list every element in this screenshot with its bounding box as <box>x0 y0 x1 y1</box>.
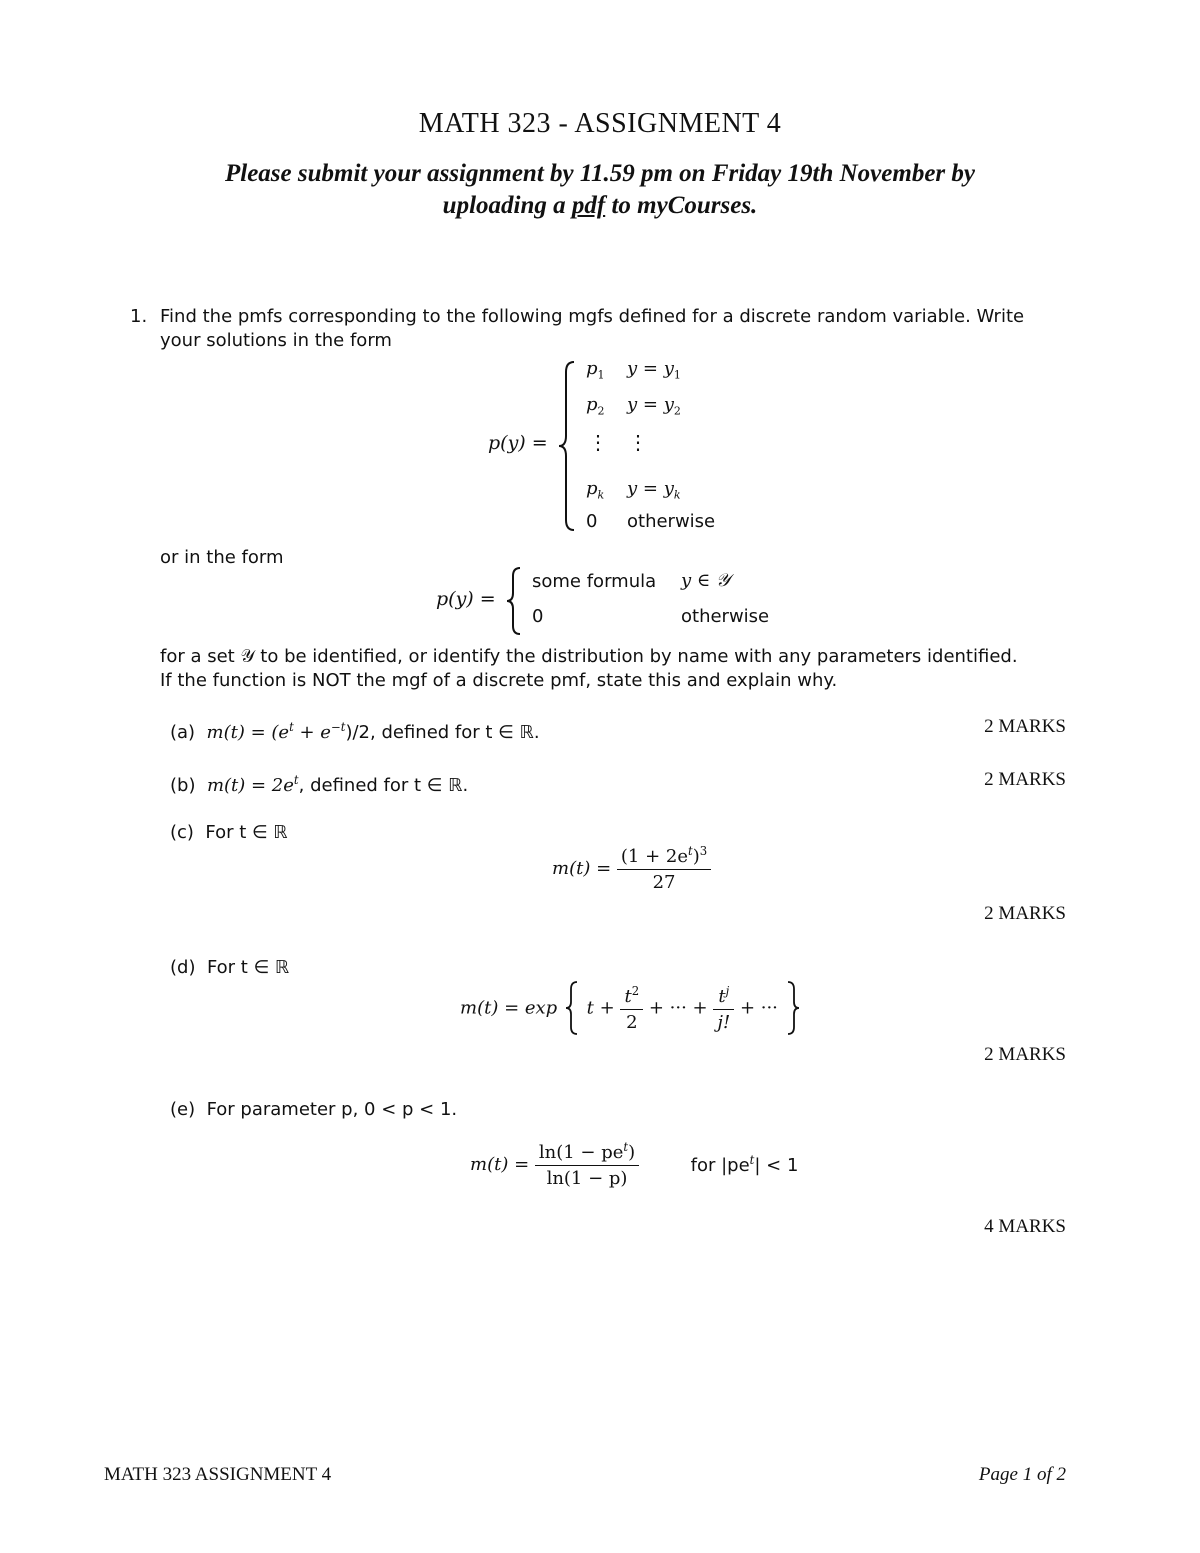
pk-sub: k <box>597 488 605 502</box>
after-line-2: If the function is NOT the mgf of a discrete pmf, state this and explain why. <box>160 670 838 691</box>
part-d-f1-num-sup: 2 <box>631 983 640 998</box>
pmf-vdots-1: ⋮ <box>588 430 608 454</box>
form2-otherwise: otherwise <box>681 606 770 627</box>
pmf-lhs-text: p(y) = <box>488 432 548 454</box>
part-e-den: ln(1 − p) <box>546 1168 628 1189</box>
pmf-zero: 0 <box>586 511 598 532</box>
part-c-marks: 2 MARKS <box>984 903 1066 924</box>
part-d-equation <box>460 980 802 1036</box>
condk-sub: k <box>673 488 681 502</box>
part-a-post: )/2, defined for t ∈ ℝ. <box>345 722 540 743</box>
cond2: y = y <box>627 394 674 415</box>
form2-brace <box>504 566 524 636</box>
part-d-f1-num <box>620 984 643 1010</box>
condk: y = y <box>627 478 674 499</box>
part-a-sup1: t <box>289 720 294 734</box>
p1-sub: 1 <box>597 368 605 382</box>
instructions-line-1: Please submit your assignment by 11.59 pm on Friday 19th November by <box>224 160 975 187</box>
part-a-marks: 2 MARKS <box>984 716 1066 737</box>
part-e-equation <box>470 1140 798 1189</box>
p2-sub: 2 <box>597 404 605 418</box>
part-d-f1-den: 2 <box>626 1011 638 1033</box>
question-intro <box>160 305 1080 353</box>
part-e-text: For parameter p, 0 < p < 1. <box>206 1099 458 1120</box>
part-b-sup: t <box>293 773 299 787</box>
part-d-frac2 <box>713 984 734 1033</box>
part-d-marks: 2 MARKS <box>984 1044 1066 1065</box>
after-line-1: for a set 𝒴 to be identified, or identify the distribution by name with any parameters identified. <box>160 646 1018 667</box>
part-d-f2-num-text: t <box>718 985 726 1007</box>
part-e-lhs: m(t) = <box>470 1154 530 1175</box>
part-d-right-brace <box>784 980 802 1036</box>
part-a-label: (a) <box>170 722 196 743</box>
part-a <box>170 715 540 745</box>
part-b <box>170 768 468 798</box>
part-a-math-mid: + e <box>293 722 331 743</box>
instructions-underlined: pdf <box>571 192 606 219</box>
part-a-sup2: −t <box>330 720 346 734</box>
part-d-tail: + ··· <box>739 997 778 1019</box>
cond1: y = y <box>627 358 674 379</box>
part-d-t1: t + <box>586 997 615 1019</box>
pk: p <box>586 478 598 499</box>
pmf-vdots-2: ⋮ <box>628 430 648 454</box>
part-e-cond-sup: t <box>749 1153 755 1167</box>
intro-line-1: Find the pmfs corresponding to the following mgfs defined for a discrete random variable. Write <box>160 306 1025 327</box>
pmf-row-1 <box>586 358 605 382</box>
part-c-fraction <box>617 844 711 893</box>
part-c <box>170 821 288 845</box>
cond2-sub: 2 <box>673 404 681 418</box>
part-b-marks: 2 MARKS <box>984 769 1066 790</box>
form2-zero: 0 <box>532 606 544 627</box>
instructions-post: to myCourses. <box>605 192 758 219</box>
form2-lhs-text: p(y) = <box>436 588 496 610</box>
part-c-num <box>617 844 711 870</box>
part-b-math-pre: m(t) = 2e <box>206 775 294 796</box>
part-c-num-text: (1 + 2e <box>620 846 688 867</box>
pmf-otherwise: otherwise <box>627 511 716 532</box>
pmf-row-k <box>586 478 604 502</box>
part-e-cond-post: | < 1 <box>754 1155 799 1176</box>
part-d-mid: + ··· + <box>648 997 708 1019</box>
pmf-brace <box>556 360 578 532</box>
part-e <box>170 1098 457 1122</box>
part-c-text: For t ∈ ℝ <box>205 822 288 843</box>
pmf-row-2 <box>586 394 605 418</box>
part-d-label: (d) <box>170 957 196 978</box>
p1: p <box>586 358 598 379</box>
part-c-num-close: ) <box>692 846 700 867</box>
part-e-num-close: ) <box>628 1142 636 1163</box>
part-b-post: , defined for t ∈ ℝ. <box>298 775 469 796</box>
part-b-label: (b) <box>170 775 196 796</box>
part-d-f1-num-text: t <box>624 985 632 1007</box>
part-c-lhs: m(t) = <box>552 858 612 879</box>
question-instructions <box>160 645 1080 693</box>
instructions-pre: uploading a <box>442 192 572 219</box>
part-d-f2-den: j! <box>717 1011 731 1033</box>
part-e-num-text: ln(1 − pe <box>538 1142 624 1163</box>
form2-lhs <box>436 588 496 610</box>
instructions-line-2 <box>0 190 1200 222</box>
part-d <box>170 956 289 980</box>
part-c-num-pow: 3 <box>699 844 708 858</box>
part-e-cond <box>691 1155 799 1176</box>
part-d-f2-num <box>713 984 734 1010</box>
part-a-math-pre: m(t) = (e <box>206 722 290 743</box>
page-number: Page 1 of 2 <box>978 1464 1066 1485</box>
pmf-row-1-cond <box>627 358 681 382</box>
cond1-sub: 1 <box>673 368 681 382</box>
part-d-left-brace <box>563 980 581 1036</box>
part-c-den: 27 <box>652 872 676 893</box>
part-c-num-sup: t <box>688 844 693 858</box>
part-d-f2-num-sup: j <box>725 983 730 998</box>
pmf-lhs <box>488 432 548 454</box>
part-e-num <box>535 1140 639 1166</box>
question-number: 1. <box>130 306 148 327</box>
part-e-cond-pre: for |pe <box>690 1155 750 1176</box>
part-e-marks: 4 MARKS <box>984 1216 1066 1237</box>
part-e-label: (e) <box>170 1099 196 1120</box>
form2-formula: some formula <box>532 571 657 592</box>
or-in-the-form: or in the form <box>160 547 284 568</box>
footer-title: MATH 323 ASSIGNMENT 4 <box>104 1464 332 1485</box>
part-c-label: (c) <box>170 822 194 843</box>
part-d-frac1 <box>620 984 643 1033</box>
part-e-num-sup: t <box>623 1140 629 1154</box>
part-d-text: For t ∈ ℝ <box>206 957 290 978</box>
form2-cond: y ∈ 𝒴 <box>681 570 731 591</box>
part-c-equation <box>552 844 711 893</box>
pmf-row-k-cond <box>627 478 681 502</box>
page-title: MATH 323 - ASSIGNMENT 4 <box>418 108 782 139</box>
part-d-lhs: m(t) = exp <box>460 997 558 1019</box>
p2: p <box>586 394 598 415</box>
intro-line-2: your solutions in the form <box>160 330 392 351</box>
part-e-fraction <box>535 1140 639 1189</box>
submission-instructions <box>0 158 1200 222</box>
pmf-row-2-cond <box>627 394 681 418</box>
